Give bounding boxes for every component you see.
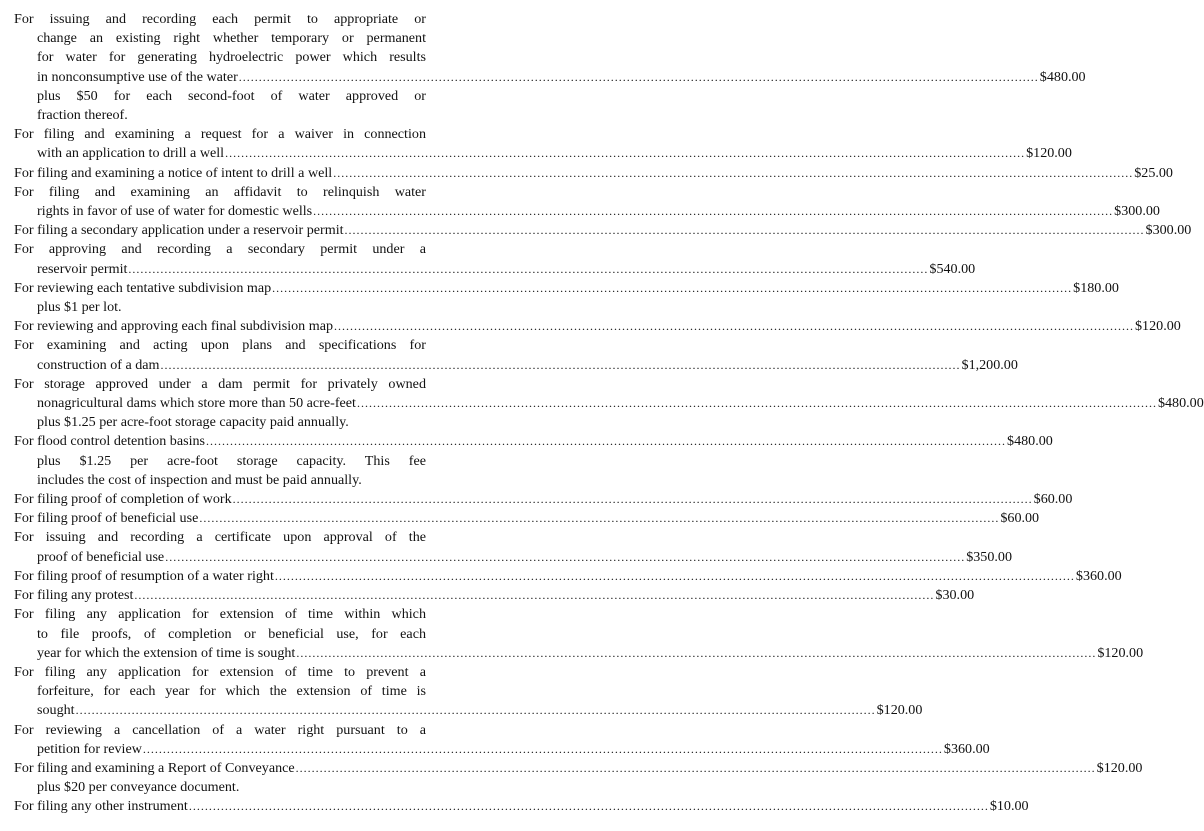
fee-item xyxy=(14,528,1012,566)
fee-description xyxy=(14,721,426,740)
fee-description-line: For filing and examining a notice of intent to drill a well xyxy=(14,164,333,181)
fee-item xyxy=(14,721,990,759)
fee-description-line: For filing and examining an affidavit to relinquish water xyxy=(14,183,426,200)
fee-amount: $480.00 xyxy=(1157,395,1204,412)
fee-item xyxy=(14,663,923,721)
dot-leader: ........................................................................................................................................................................................................ xyxy=(199,511,1000,526)
fee-leader-line xyxy=(14,144,1072,163)
fee-item xyxy=(14,336,1018,374)
fee-note: plus $20 per conveyance document. xyxy=(37,779,240,796)
fee-description-line: For storage approved under a dam permit for privately owned xyxy=(14,375,426,392)
fee-description-line: For issuing and recording a certificate upon approval of the xyxy=(14,529,426,546)
fee-description-line: For filing proof of completion of work xyxy=(14,491,232,508)
fee-item xyxy=(14,509,1040,528)
fee-description-line: For filing proof of resumption of a water right xyxy=(14,567,274,584)
fee-description-line: For examining and acting upon plans and specifications for xyxy=(14,337,426,354)
fee-leader-line xyxy=(14,490,1073,509)
fee-description xyxy=(14,240,426,259)
fee-leader-line xyxy=(14,548,1012,567)
fee-note: plus $1.25 per acre-foot storage capacity paid annually. xyxy=(37,414,349,431)
fee-amount: $480.00 xyxy=(1039,68,1086,85)
fee-item xyxy=(14,490,1073,509)
fee-amount: $120.00 xyxy=(1097,644,1144,661)
fee-leader-line xyxy=(14,68,1086,87)
dot-leader: ........................................................................................................................................................................................................ xyxy=(75,703,876,718)
fee-leader-line xyxy=(14,164,1173,183)
fee-amount: $540.00 xyxy=(929,260,976,277)
fee-description-line: year for which the extension of time is sought xyxy=(37,644,296,661)
fee-description-line: rights in favor of use of water for domestic wells xyxy=(37,203,313,220)
fee-description-line: For filing any protest xyxy=(14,587,134,604)
fee-description xyxy=(14,125,426,144)
fee-amount: $120.00 xyxy=(1135,318,1181,335)
fee-leader-line xyxy=(14,221,1192,240)
fee-amount: $360.00 xyxy=(943,740,990,757)
fee-description-line: for water for generating hydroelectric power which results xyxy=(37,49,426,66)
fee-item xyxy=(14,567,1122,586)
fee-amount: $300.00 xyxy=(1145,222,1192,239)
fee-leader-line xyxy=(14,644,1144,663)
fee-amount: $360.00 xyxy=(1075,567,1122,584)
fee-leader-line xyxy=(14,260,976,279)
fee-description-line: For flood control detention basins xyxy=(14,433,206,450)
fee-description-line: For issuing and recording each permit to appropriate or xyxy=(14,11,426,27)
fee-leader-line xyxy=(14,509,1040,528)
fee-amount: $120.00 xyxy=(1026,145,1072,162)
fee-amount: $300.00 xyxy=(1114,203,1160,220)
dot-leader: ........................................................................................................................................................................................................ xyxy=(296,645,1097,660)
fee-amount: $25.00 xyxy=(1134,164,1173,181)
fee-leader-line xyxy=(14,740,990,759)
fee-description-line: For approving and recording a secondary permit under a xyxy=(14,241,426,258)
fee-item xyxy=(14,317,1181,336)
fee-item xyxy=(14,605,1144,663)
fee-leader-line xyxy=(14,759,1143,778)
fee-description xyxy=(14,528,426,547)
fee-item xyxy=(14,221,1192,240)
fee-item xyxy=(14,432,1053,490)
fee-item xyxy=(14,759,1143,797)
fee-amount: $1,200.00 xyxy=(961,356,1018,373)
fee-description-line: forfeiture, for each year for which the extension of time is xyxy=(37,683,426,700)
fee-leader-line xyxy=(14,317,1181,336)
fee-description-line: For reviewing a cancellation of a water right pursuant to a xyxy=(14,721,426,738)
dot-leader: ........................................................................................................................................................................................................ xyxy=(165,549,966,564)
fee-amount: $120.00 xyxy=(1096,759,1143,776)
fee-description-line: reservoir permit xyxy=(37,260,128,277)
fee-item xyxy=(14,10,1086,125)
fee-description-line: in nonconsumptive use of the water xyxy=(37,68,238,85)
fee-description-line: For filing and examining a request for a waiver in connection xyxy=(14,126,426,143)
fee-description-line: For reviewing and approving each final subdivision map xyxy=(14,318,333,335)
dot-leader: ........................................................................................................................................................................................................ xyxy=(295,760,1096,775)
dot-leader: ........................................................................................................................................................................................................ xyxy=(225,146,1026,161)
fee-item xyxy=(14,125,1072,163)
fee-leader-line xyxy=(14,567,1122,586)
fee-note: includes the cost of inspection and must be paid annually. xyxy=(37,471,362,488)
dot-leader: ........................................................................................................................................................................................................ xyxy=(160,357,961,372)
fee-description-line: petition for review xyxy=(37,740,142,757)
dot-leader: ........................................................................................................................................................................................................ xyxy=(134,588,935,603)
fee-amount: $480.00 xyxy=(1007,433,1053,450)
dot-leader: ........................................................................................................................................................................................................ xyxy=(313,204,1114,219)
fee-description xyxy=(14,663,426,701)
dot-leader: ........................................................................................................................................................................................................ xyxy=(274,568,1075,583)
fee-item xyxy=(14,586,975,605)
fee-description-line: For filing any application for extension of time to prevent a xyxy=(14,663,426,680)
fee-description-line: change an existing right whether temporary or permanent xyxy=(37,30,426,47)
fee-leader-line xyxy=(14,356,1018,375)
fee-description-line: For filing proof of beneficial use xyxy=(14,510,199,527)
fee-item xyxy=(14,279,1119,317)
fee-description xyxy=(14,336,426,355)
dot-leader: ........................................................................................................................................................................................................ xyxy=(272,280,1073,295)
fee-description-line: sought xyxy=(37,702,75,719)
fee-leader-line xyxy=(14,279,1119,298)
fee-leader-line xyxy=(14,586,975,605)
fee-note: plus $1.25 per acre-foot storage capacity. This fee xyxy=(37,452,426,469)
fee-description-line: with an application to drill a well xyxy=(37,145,225,162)
dot-leader: ........................................................................................................................................................................................................ xyxy=(334,319,1134,334)
fee-amount: $350.00 xyxy=(966,548,1012,565)
fee-amount: $60.00 xyxy=(1000,510,1040,527)
fee-leader-line xyxy=(14,432,1053,451)
fee-leader-line xyxy=(14,202,1160,221)
fee-amount: $120.00 xyxy=(876,702,923,719)
dot-leader: ........................................................................................................................................................................................................ xyxy=(356,396,1157,411)
fee-amount: $180.00 xyxy=(1073,279,1119,296)
dot-leader: ........................................................................................................................................................................................................ xyxy=(206,434,1007,449)
fee-leader-line xyxy=(14,701,923,720)
fee-note: plus $1 per lot. xyxy=(37,299,122,316)
fee-description-line: For filing and examining a Report of Conveyance xyxy=(14,759,295,776)
fee-description-line: For filing a secondary application under a reservoir permit xyxy=(14,222,344,239)
dot-leader: ........................................................................................................................................................................................................ xyxy=(128,261,929,276)
fee-description-line: For filing any application for extension of time within which xyxy=(14,606,426,623)
dot-leader: ........................................................................................................................................................................................................ xyxy=(188,799,989,814)
fee-description-line: For filing any other instrument xyxy=(14,798,188,815)
fee-leader-line xyxy=(14,797,1029,816)
fee-description-line: For reviewing each tentative subdivision map xyxy=(14,279,272,296)
fee-item xyxy=(14,797,1029,816)
fee-amount: $10.00 xyxy=(989,798,1029,815)
fee-note: fraction thereof. xyxy=(37,107,128,124)
fee-item xyxy=(14,240,976,278)
dot-leader: ........................................................................................................................................................................................................ xyxy=(232,492,1033,507)
fee-description-line: construction of a dam xyxy=(37,356,160,373)
dot-leader: ........................................................................................................................................................................................................ xyxy=(333,165,1134,180)
fee-leader-line xyxy=(14,394,1204,413)
fee-item xyxy=(14,164,1173,183)
dot-leader: ........................................................................................................................................................................................................ xyxy=(344,223,1145,238)
fee-item xyxy=(14,375,1204,433)
fee-amount: $30.00 xyxy=(935,587,975,604)
fee-description xyxy=(14,183,426,202)
fee-amount: $60.00 xyxy=(1033,491,1073,508)
fee-description-line: proof of beneficial use xyxy=(37,548,165,565)
fee-note: plus $50 for each second-foot of water approved or xyxy=(37,87,426,104)
fee-description xyxy=(14,375,426,394)
fee-item xyxy=(14,183,1160,221)
fee-description-line: nonagricultural dams which store more than 50 acre-feet xyxy=(37,395,356,412)
dot-leader: ........................................................................................................................................................................................................ xyxy=(238,69,1039,84)
fee-description-line: to file proofs, of completion or beneficial use, for each xyxy=(37,625,426,642)
fee-description xyxy=(14,605,426,643)
fee-description xyxy=(14,10,426,68)
dot-leader: ........................................................................................................................................................................................................ xyxy=(142,741,943,756)
